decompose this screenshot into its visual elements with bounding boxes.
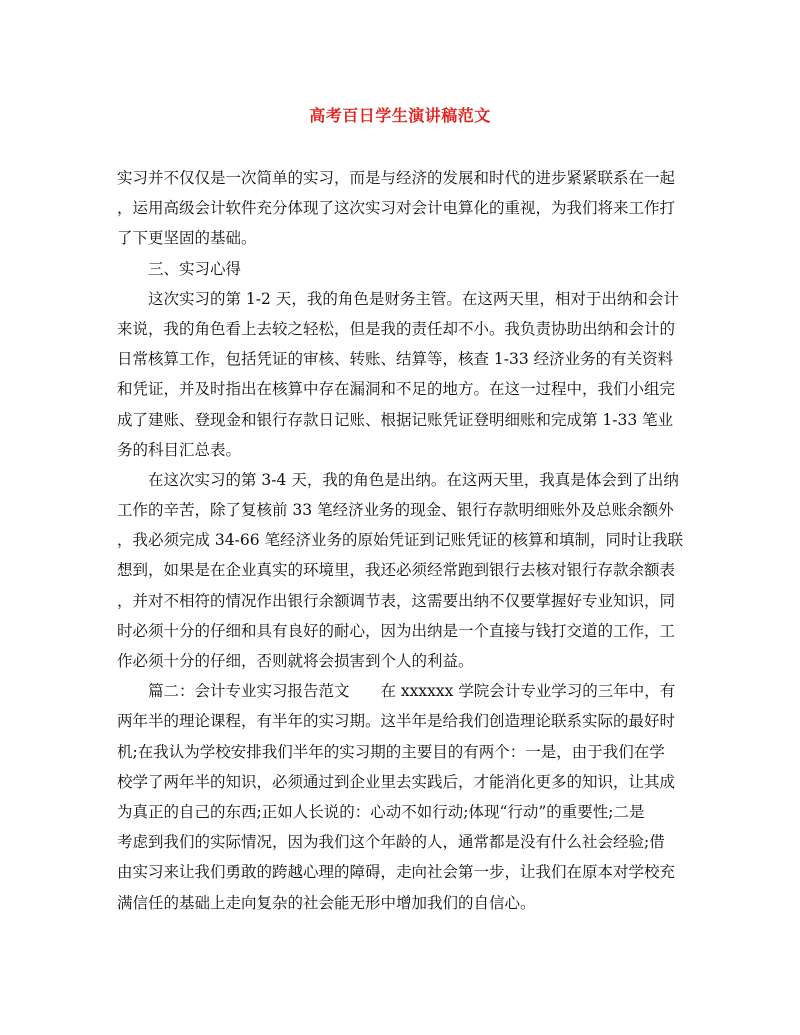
text-line: ，并对不相符的情况作出银行余额调节表，这需要出纳不仅要掌握好专业知识，同 [117, 591, 676, 610]
text-line: 了下更坚固的基础。 [117, 229, 257, 248]
text-line: 在这次实习的第 3-4 天，我的角色是出纳。在这两天里，我真是体会到了出纳 [148, 470, 679, 489]
text-line: 日常核算工作，包括凭证的审核、转账、结算等，核查 1-33 经济业务的有关资料 [117, 350, 674, 369]
text-line: 两年半的理论课程，有半年的实习期。这半年是给我们创造理论联系实际的最好时 [117, 712, 676, 731]
document-title: 高考百日学生演讲稿范文 [309, 106, 491, 125]
text-line: 想到，如果是在企业真实的环境里，我还必须经常跑到银行去核对银行存款余额表 [117, 561, 676, 580]
text-line: ，运用高级会计软件充分体现了这次实习对会计电算化的重视，为我们将来工作打 [117, 199, 676, 218]
text-line: 为真正的自己的东西;正如人长说的：心动不如行动;体现“行动”的重要性;二是 [117, 802, 645, 821]
text-line: 三、实习心得 [148, 259, 242, 278]
text-line: 这次实习的第 1-2 天，我的角色是财务主管。在这两天里，相对于出纳和会计 [148, 289, 679, 308]
text-line: 来说，我的角色看上去较之轻松，但是我的责任却不小。我负责协助出纳和会计的 [117, 319, 676, 338]
text-line: 满信任的基础上走向复杂的社会能无形中增加我们的自信心。 [117, 893, 536, 912]
text-line: 作必须十分的仔细，否则就将会损害到个人的利益。 [117, 652, 474, 670]
document-body [117, 163, 689, 918]
text-line: 工作的辛苦，除了复核前 33 笔经济业务的现金、银行存款明细账外及总账余额外 [117, 501, 674, 520]
text-line: 时必须十分的仔细和具有良好的耐心，因为出纳是一个直接与钱打交道的工作，工 [117, 621, 676, 640]
text-line: 机;在我认为学校安排我们半年的实习期的主要目的有两个：一是，由于我们在学 [117, 742, 665, 761]
text-line: 考虑到我们的实际情况，因为我们这个年龄的人，通常都是没有什么社会经验;借 [117, 833, 665, 852]
text-line: 篇二：会计专业实习报告范文 在 xxxxxx 学院会计专业学习的三年中，有 [148, 682, 676, 701]
text-line: 和凭证，并及时指出在核算中存在漏洞和不足的地方。在这一过程中，我们小组完 [117, 380, 676, 399]
text-line: 成了建账、登现金和银行存款日记账、根据记账凭证登明细账和完成第 1-33 笔业 [117, 410, 674, 429]
text-line: 校学了两年半的知识，必须通过到企业里去实践后，才能消化更多的知识，让其成 [117, 772, 676, 791]
text-line: 由实习来让我们勇敢的跨越心理的障碍，走向社会第一步，让我们在原本对学校充 [117, 863, 676, 882]
text-line: ，我必须完成 34-66 笔经济业务的原始凭证到记账凭证的核算和填制，同时让我联 [117, 531, 684, 550]
text-line: 实习并不仅仅是一次简单的实习，而是与经济的发展和时代的进步紧紧联系在一起 [117, 169, 676, 187]
text-line: 务的科目汇总表。 [117, 440, 242, 459]
